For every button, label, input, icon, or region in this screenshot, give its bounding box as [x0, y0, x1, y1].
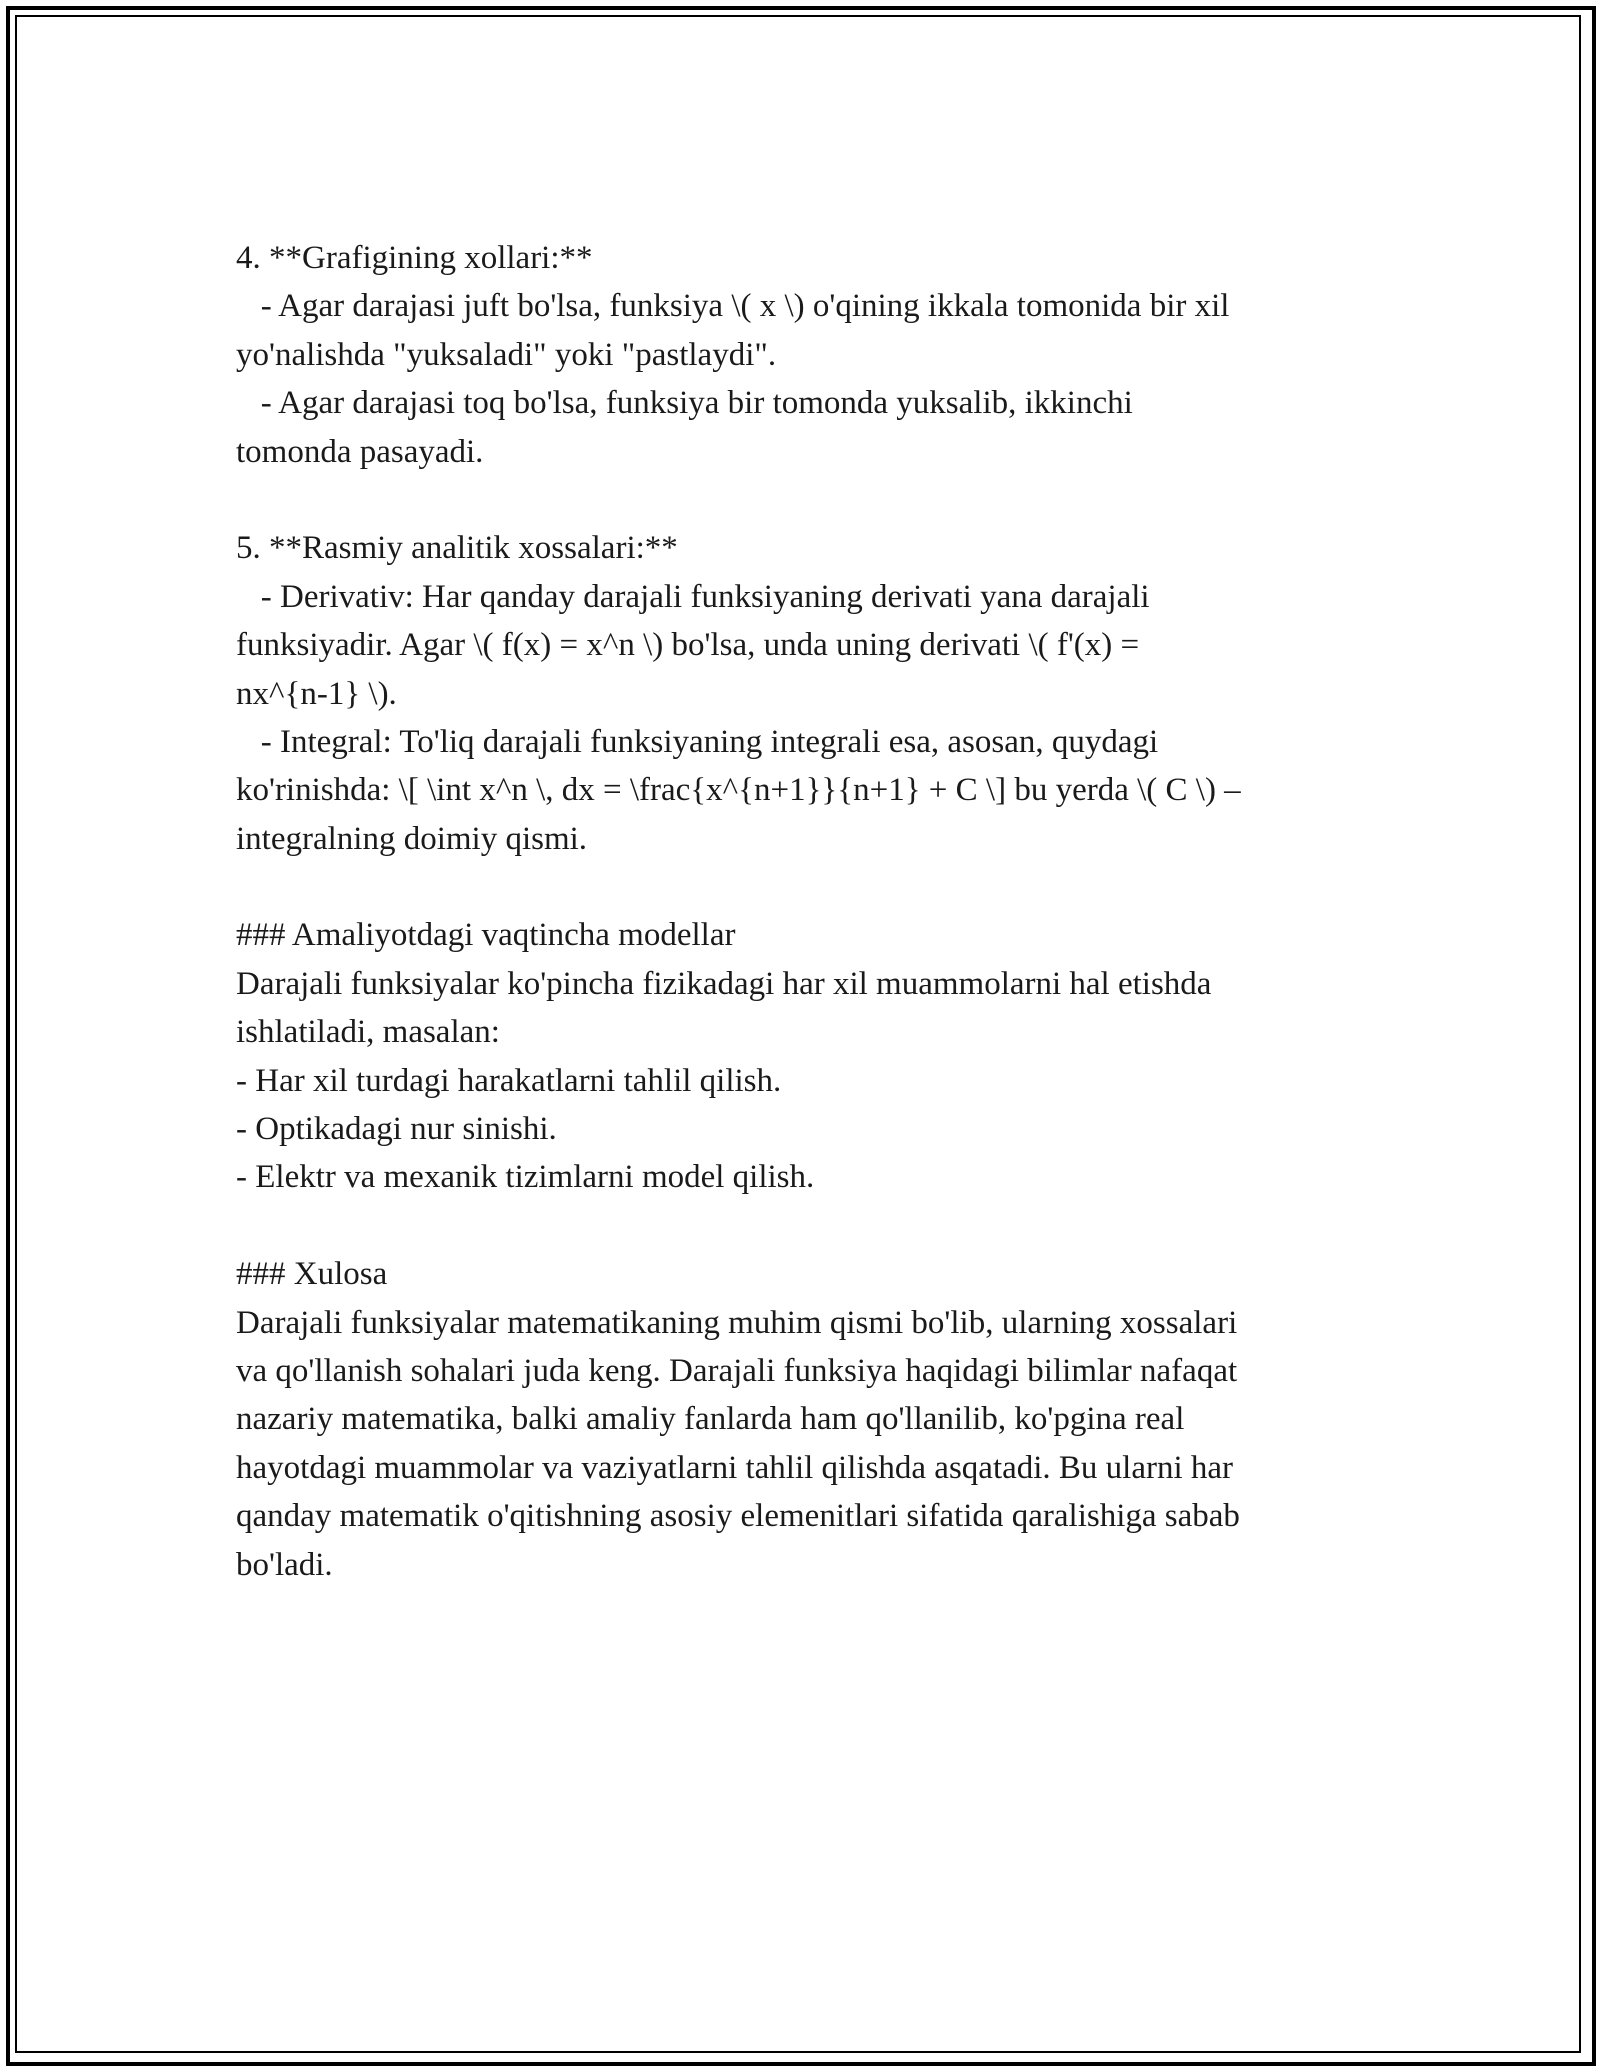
- text-line: ko'rinishda: \[ \int x^n \, dx = \frac{x^{n+1}}{n+1} + C \] bu yerda \( C \) –: [236, 772, 1241, 809]
- section-heading: ### Amaliyotdagi vaqtincha modellar: [236, 917, 736, 954]
- text-line: bo'ladi.: [236, 1546, 333, 1583]
- text-line: tomonda pasayadi.: [236, 433, 484, 470]
- document-body: [236, 234, 1366, 1589]
- text-line: nx^{n-1} \).: [236, 675, 397, 712]
- text-line: nazariy matematika, balki amaliy fanlarda ham qo'llanilib, ko'pgina real: [236, 1401, 1185, 1438]
- text-line: Darajali funksiyalar ko'pincha fizikadagi har xil muammolarni hal etishda: [236, 965, 1212, 1002]
- blank-line: [236, 863, 1366, 911]
- text-line: - Agar darajasi toq bo'lsa, funksiya bir tomonda yuksalib, ikkinchi: [236, 385, 1133, 422]
- section-heading: ### Xulosa: [236, 1256, 388, 1293]
- text-line: va qo'llanish sohalari juda keng. Darajali funksiya haqidagi bilimlar nafaqat: [236, 1352, 1238, 1389]
- blank-line: [236, 476, 1366, 524]
- text-line: qanday matematik o'qitishning asosiy elemenitlari sifatida qaralishiga sabab: [236, 1498, 1240, 1535]
- text-line: 4. **Grafigining xollari:**: [236, 240, 593, 276]
- text-line: Darajali funksiyalar matematikaning muhim qismi bo'lib, ularning xossalari: [236, 1304, 1238, 1341]
- text-line: yo'nalishda "yuksaladi" yoki "pastlaydi".: [236, 336, 777, 373]
- blank-line: [236, 1202, 1366, 1250]
- list-item: - Har xil turdagi harakatlarni tahlil qilish.: [236, 1062, 782, 1099]
- text-line: - Integral: To'liq darajali funksiyaning integrali esa, asosan, quydagi: [236, 723, 1159, 760]
- text-line: - Derivativ: Har qanday darajali funksiyaning derivati yana darajali: [236, 578, 1150, 615]
- text-line: hayotdagi muammolar va vaziyatlarni tahlil qilishda asqatadi. Bu ularni har: [236, 1449, 1234, 1486]
- text-line: - Agar darajasi juft bo'lsa, funksiya \( x \) o'qining ikkala tomonida bir xil: [236, 288, 1230, 325]
- text-line: ishlatiladi, masalan:: [236, 1014, 500, 1051]
- text-line: funksiyadir. Agar \( f(x) = x^n \) bo'lsa, unda uning derivati \( f'(x) =: [236, 627, 1140, 664]
- list-item: - Elektr va mexanik tizimlarni model qilish.: [236, 1159, 815, 1196]
- text-line: 5. **Rasmiy analitik xossalari:**: [236, 530, 678, 567]
- list-item: - Optikadagi nur sinishi.: [236, 1111, 557, 1148]
- text-line: integralning doimiy qismi.: [236, 820, 588, 857]
